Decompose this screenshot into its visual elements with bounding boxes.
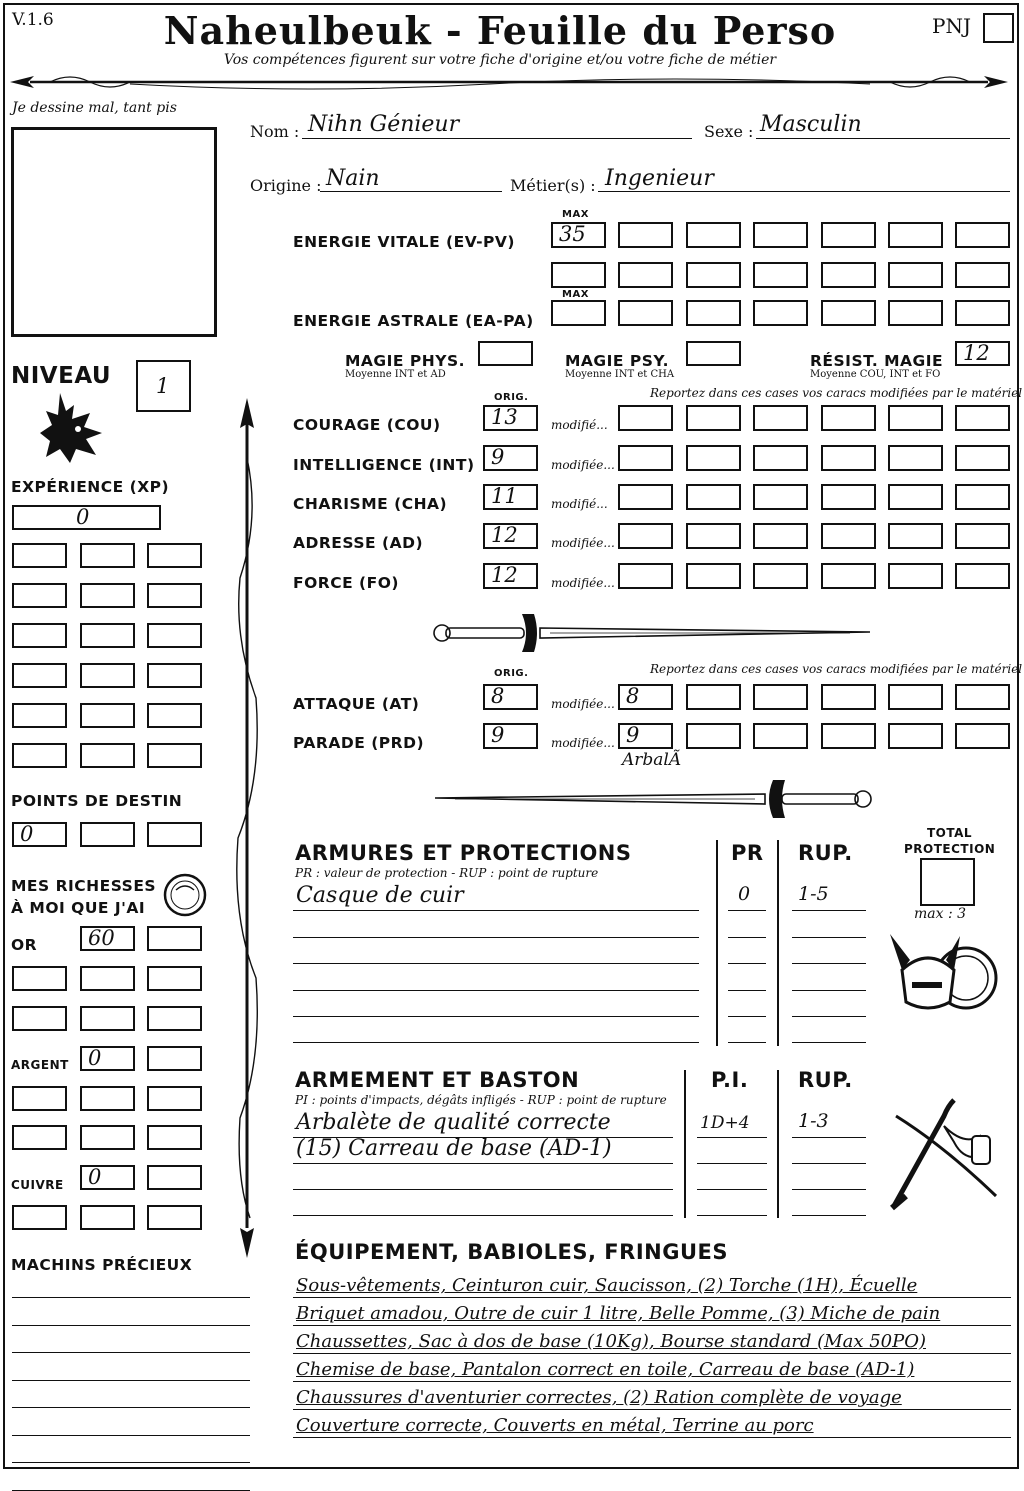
total-max: max : 3 xyxy=(914,906,967,922)
stat-mod-label: modifiée... xyxy=(551,458,615,472)
stat-mod-box[interactable] xyxy=(821,445,876,471)
armement-title: ARMEMENT ET BASTON xyxy=(295,1068,580,1092)
armure-pr-line xyxy=(728,990,766,991)
stat-mod-box[interactable] xyxy=(686,484,741,510)
ev-box[interactable] xyxy=(888,262,943,288)
machins-label: MACHINS PRÉCIEUX xyxy=(11,1256,193,1274)
resist-magie-label: RÉSIST. MAGIE xyxy=(810,352,944,370)
total-label-1: TOTAL xyxy=(927,826,973,840)
armement-name[interactable]: Arbalète de qualité correcte xyxy=(296,1110,611,1135)
xp-grid-box[interactable] xyxy=(12,623,67,648)
destin-box[interactable] xyxy=(12,822,67,847)
stat-mod-box[interactable] xyxy=(955,405,1010,431)
armement-pi[interactable]: 1D+4 xyxy=(700,1113,750,1133)
stat-mod-box[interactable] xyxy=(686,405,741,431)
pnj-label: PNJ xyxy=(932,14,971,38)
armure-name[interactable]: Casque de cuir xyxy=(296,883,464,908)
armement-pi-line xyxy=(697,1189,767,1190)
armement-rup-line xyxy=(792,1189,866,1190)
metier-value[interactable]: Ingenieur xyxy=(605,166,714,191)
ev-box[interactable] xyxy=(686,262,741,288)
armement-note: PI : points d'impacts, dégâts infligés - RUP : point de rupture xyxy=(295,1093,667,1107)
portrait-box[interactable] xyxy=(11,127,217,337)
metier-label: Métier(s) : xyxy=(510,176,596,195)
richesses-label-2: À MOI QUE J'AI xyxy=(11,899,146,917)
pi-label: P.I. xyxy=(711,1068,749,1092)
ev-label: ENERGIE VITALE (EV-PV) xyxy=(293,233,515,251)
destin-box[interactable] xyxy=(80,822,135,847)
argent-box[interactable] xyxy=(12,1086,67,1111)
stat-mod-box[interactable] xyxy=(955,445,1010,471)
equipement-rule xyxy=(293,1353,1011,1354)
stat-mod-box[interactable] xyxy=(821,523,876,549)
combat-label: PARADE (PRD) xyxy=(293,734,425,752)
armure-rup-line xyxy=(792,990,866,991)
combat-mod-box[interactable] xyxy=(753,723,808,749)
armement-line xyxy=(293,1189,673,1190)
combat-mod-box[interactable] xyxy=(955,723,1010,749)
combat-mod-box[interactable] xyxy=(686,723,741,749)
version-label: V.1.6 xyxy=(12,10,54,30)
coin-icon xyxy=(162,872,208,918)
ea-box[interactable] xyxy=(686,300,741,326)
magie-psy-note: Moyenne INT et CHA xyxy=(565,369,675,380)
ea-label: ENERGIE ASTRALE (EA-PA) xyxy=(293,312,534,330)
stat-mod-box[interactable] xyxy=(888,405,943,431)
combat-orig-box[interactable] xyxy=(483,684,538,710)
stat-orig-box[interactable] xyxy=(483,484,538,510)
armure-line xyxy=(293,990,699,991)
machins-line xyxy=(12,1352,250,1353)
cuivre-box[interactable] xyxy=(80,1205,135,1230)
armure-line xyxy=(293,937,699,938)
sheet-title: Naheulbeuk - Feuille du Perso xyxy=(163,8,837,53)
cuivre-box[interactable] xyxy=(80,1165,135,1190)
or-box[interactable] xyxy=(147,1006,202,1031)
sexe-label: Sexe : xyxy=(704,122,754,141)
pnj-checkbox[interactable] xyxy=(983,13,1014,43)
or-box[interactable] xyxy=(147,966,202,991)
combat-mod-box[interactable] xyxy=(821,684,876,710)
stat-mod-label: modifié... xyxy=(551,418,608,432)
cuivre-box[interactable] xyxy=(147,1165,202,1190)
stat-mod-box[interactable] xyxy=(753,405,808,431)
resist-magie-box[interactable]: 12 xyxy=(955,341,1010,366)
stat-mod-box[interactable] xyxy=(618,484,673,510)
combat-mod-label: modifiée... xyxy=(551,736,615,750)
machins-line xyxy=(12,1325,250,1326)
ev-box[interactable] xyxy=(753,222,808,248)
xp-grid-box[interactable] xyxy=(147,743,202,768)
armure-rup-line xyxy=(792,1042,866,1043)
stat-orig-box-value: 13 xyxy=(491,405,518,429)
equipement-rule xyxy=(293,1409,1011,1410)
ea-box[interactable] xyxy=(753,300,808,326)
resist-magie-note: Moyenne COU, INT et FO xyxy=(810,369,941,380)
machins-line xyxy=(12,1297,250,1298)
combat-orig-label: ORIG. xyxy=(494,668,529,679)
xp-grid-box[interactable] xyxy=(80,743,135,768)
armement-line xyxy=(293,1215,673,1216)
origine-label: Origine : xyxy=(250,176,322,195)
xp-grid-box[interactable] xyxy=(80,543,135,568)
argent-box[interactable] xyxy=(80,1046,135,1071)
armure-rup[interactable]: 1-5 xyxy=(798,883,829,905)
argent-box[interactable] xyxy=(147,1046,202,1071)
ev-box[interactable] xyxy=(821,222,876,248)
armement-pi-line xyxy=(697,1163,767,1164)
spear-icon xyxy=(232,398,262,1258)
or-box[interactable] xyxy=(80,966,135,991)
stat-mod-box[interactable] xyxy=(686,523,741,549)
ev-box[interactable] xyxy=(955,222,1010,248)
equipement-rule xyxy=(293,1437,1011,1438)
equipement-line[interactable]: Sous-vêtements, Ceinturon cuir, Saucisson, (2) Torche (1H), Écuelle xyxy=(296,1275,918,1296)
spear-divider-icon xyxy=(10,70,1008,94)
xp-grid-box[interactable] xyxy=(80,583,135,608)
stat-label: CHARISME (CHA) xyxy=(293,495,448,513)
ev-box[interactable] xyxy=(888,222,943,248)
armure-rup-line xyxy=(792,937,866,938)
stat-orig-box-value: 12 xyxy=(491,563,518,587)
stat-mod-box[interactable] xyxy=(753,523,808,549)
stat-mod-box[interactable] xyxy=(888,445,943,471)
equipement-rule xyxy=(293,1325,1011,1326)
nom-label: Nom : xyxy=(250,122,300,141)
stat-label: INTELLIGENCE (INT) xyxy=(293,456,475,474)
combat-mod-box[interactable] xyxy=(618,684,673,710)
niveau-box[interactable]: 1 xyxy=(136,360,191,412)
equipement-title: ÉQUIPEMENT, BABIOLES, FRINGUES xyxy=(295,1240,728,1264)
stat-mod-box[interactable] xyxy=(618,405,673,431)
machins-line xyxy=(12,1380,250,1381)
ea-box[interactable] xyxy=(955,300,1010,326)
niveau-label: NIVEAU xyxy=(11,363,112,389)
stat-mod-box[interactable] xyxy=(618,445,673,471)
equipement-line[interactable]: Briquet amadou, Outre de cuir 1 litre, Belle Pomme, (3) Miche de pain xyxy=(296,1303,941,1324)
sheet-subtitle: Vos compétences figurent sur votre fiche d'origine et/ou votre fiche de métier xyxy=(223,52,777,68)
ev-box[interactable] xyxy=(618,222,673,248)
origine-value[interactable]: Nain xyxy=(326,166,380,191)
armure-pr-line xyxy=(728,910,766,911)
pr-label: PR xyxy=(731,841,764,865)
cuivre-box-value: 0 xyxy=(88,1165,102,1189)
sword-icon xyxy=(430,612,875,654)
equipement-line[interactable]: Couverture correcte, Couverts en métal, Terrine au porc xyxy=(296,1415,814,1436)
stats-orig-label: ORIG. xyxy=(494,392,529,403)
stat-orig-box[interactable] xyxy=(483,523,538,549)
armement-rup-line xyxy=(792,1137,866,1138)
combat-orig-box-value: 8 xyxy=(491,684,505,708)
ea-box[interactable] xyxy=(618,300,673,326)
equipement-line[interactable]: Chaussettes, Sac à dos de base (10Kg), Bourse standard (Max 50PO) xyxy=(296,1331,926,1352)
ev-box[interactable] xyxy=(686,222,741,248)
stat-label: COURAGE (COU) xyxy=(293,416,441,434)
armure-rup-line xyxy=(792,1016,866,1017)
or-box[interactable] xyxy=(12,1006,67,1031)
combat-mod-box[interactable] xyxy=(821,723,876,749)
equipement-rule xyxy=(293,1381,1011,1382)
stat-orig-box[interactable] xyxy=(483,405,538,431)
equipement-line[interactable]: Chaussures d'aventurier correctes, (2) Ration complète de voyage xyxy=(296,1387,902,1408)
or-box[interactable] xyxy=(80,1006,135,1031)
ea-box[interactable] xyxy=(821,300,876,326)
combat-mod-box[interactable] xyxy=(686,684,741,710)
ev-box[interactable] xyxy=(753,262,808,288)
armure-pr-line xyxy=(728,963,766,964)
armure-rup-line xyxy=(792,963,866,964)
or-box[interactable] xyxy=(12,966,67,991)
xp-grid-box[interactable] xyxy=(147,623,202,648)
stat-mod-box[interactable] xyxy=(955,484,1010,510)
armure-pr-line xyxy=(728,1042,766,1043)
cuivre-box[interactable] xyxy=(147,1205,202,1230)
armures-note: PR : valeur de protection - RUP : point de rupture xyxy=(295,866,599,880)
destin-label: POINTS DE DESTIN xyxy=(11,792,183,810)
equipement-rule xyxy=(293,1297,1011,1298)
portrait-caption: Je dessine mal, tant pis xyxy=(12,100,177,116)
armement-name[interactable]: (15) Carreau de base (AD-1) xyxy=(296,1136,612,1161)
armure-pr-line xyxy=(728,937,766,938)
ev-max-box[interactable] xyxy=(551,222,606,248)
xp-grid-box[interactable] xyxy=(147,663,202,688)
combat-mod-box[interactable] xyxy=(955,684,1010,710)
helmet-shield-icon xyxy=(888,926,1000,1036)
xp-grid-box[interactable] xyxy=(12,663,67,688)
xp-box[interactable]: 0 xyxy=(12,505,161,530)
argent-box[interactable] xyxy=(12,1125,67,1150)
stat-mod-label: modifiée... xyxy=(551,536,615,550)
magie-psy-label: MAGIE PSY. xyxy=(565,352,669,370)
argent-box[interactable] xyxy=(80,1125,135,1150)
stat-mod-label: modifié... xyxy=(551,497,608,511)
argent-box[interactable] xyxy=(147,1125,202,1150)
or-box[interactable] xyxy=(147,926,202,951)
stat-orig-box-value: 11 xyxy=(491,484,518,508)
ev-box[interactable] xyxy=(821,262,876,288)
total-protection-box[interactable] xyxy=(920,858,975,906)
armure-line xyxy=(293,1042,699,1043)
stat-mod-box[interactable] xyxy=(618,523,673,549)
combat-mod-box-value: 8 xyxy=(626,684,640,708)
armement-rup-line xyxy=(792,1163,866,1164)
armure-line xyxy=(293,910,699,911)
machins-line xyxy=(12,1490,250,1491)
ea-max-box[interactable] xyxy=(551,300,606,326)
armure-line xyxy=(293,1016,699,1017)
stat-mod-box[interactable] xyxy=(821,484,876,510)
xp-grid-box[interactable] xyxy=(12,703,67,728)
armure-pr-line xyxy=(728,1016,766,1017)
armures-title: ARMURES ET PROTECTIONS xyxy=(295,841,632,865)
or-box-value: 60 xyxy=(88,926,115,950)
armure-pr[interactable]: 0 xyxy=(738,883,751,905)
stat-orig-box[interactable] xyxy=(483,563,538,589)
machins-line xyxy=(12,1407,250,1408)
stat-mod-box[interactable] xyxy=(888,484,943,510)
xp-grid-box[interactable] xyxy=(147,583,202,608)
dragon-icon xyxy=(40,393,106,463)
xp-grid-box[interactable] xyxy=(80,663,135,688)
stat-orig-box-value: 9 xyxy=(491,445,505,469)
xp-grid-box[interactable] xyxy=(147,703,202,728)
stats-report-note: Reportez dans ces cases vos caracs modifiées par le matériel xyxy=(650,386,1023,400)
ea-box[interactable] xyxy=(888,300,943,326)
equipement-line[interactable]: Chemise de base, Pantalon correct en toile, Carreau de base (AD-1) xyxy=(296,1359,915,1380)
destin-box-value: 0 xyxy=(20,822,34,846)
xp-grid-box[interactable] xyxy=(80,703,135,728)
armure-line xyxy=(293,963,699,964)
stat-mod-box[interactable] xyxy=(618,563,673,589)
stat-mod-box[interactable] xyxy=(686,563,741,589)
armement-pi-line xyxy=(697,1137,767,1138)
armement-rup-line xyxy=(792,1215,866,1216)
combat-mod-box[interactable] xyxy=(753,684,808,710)
armement-rup[interactable]: 1-3 xyxy=(798,1110,829,1132)
xp-grid-box[interactable] xyxy=(80,623,135,648)
stat-mod-box[interactable] xyxy=(888,523,943,549)
richesses-label-1: MES RICHESSES xyxy=(11,877,157,895)
destin-box[interactable] xyxy=(147,822,202,847)
stat-orig-box[interactable] xyxy=(483,445,538,471)
armement-pi-line xyxy=(697,1215,767,1216)
combat-mod-box-value: 9 xyxy=(626,723,640,747)
ev-box[interactable] xyxy=(955,262,1010,288)
armures-rup-label: RUP. xyxy=(798,841,853,865)
combat-orig-box[interactable] xyxy=(483,723,538,749)
ev-box[interactable] xyxy=(551,262,606,288)
stat-mod-box[interactable] xyxy=(753,484,808,510)
weapons-icon xyxy=(884,1096,1008,1218)
magie-psy-box[interactable] xyxy=(686,341,741,366)
combat-orig-box-value: 9 xyxy=(491,723,505,747)
armure-rup-line xyxy=(792,910,866,911)
armement-rup-label: RUP. xyxy=(798,1068,853,1092)
cuivre-box[interactable] xyxy=(12,1205,67,1230)
stat-mod-box[interactable] xyxy=(753,445,808,471)
xp-grid-box[interactable] xyxy=(12,743,67,768)
combat-report-note: Reportez dans ces cases vos caracs modifiées par le matériel xyxy=(650,662,1023,676)
magie-phys-note: Moyenne INT et AD xyxy=(345,369,446,380)
total-label-2: PROTECTION xyxy=(904,842,996,856)
argent-label: ARGENT xyxy=(11,1058,69,1072)
stat-mod-box[interactable] xyxy=(821,563,876,589)
stat-label: ADRESSE (AD) xyxy=(293,534,424,552)
stat-mod-label: modifiée... xyxy=(551,576,615,590)
ev-box[interactable] xyxy=(618,262,673,288)
sexe-value[interactable]: Masculin xyxy=(760,112,862,137)
argent-box-value: 0 xyxy=(88,1046,102,1070)
armement-line xyxy=(293,1163,673,1164)
ev-max-value: 35 xyxy=(559,222,586,246)
stat-mod-box[interactable] xyxy=(888,563,943,589)
stat-mod-box[interactable] xyxy=(686,445,741,471)
machins-line xyxy=(12,1462,250,1463)
or-label: OR xyxy=(11,936,38,954)
magie-phys-box[interactable] xyxy=(478,341,533,366)
xp-grid-box[interactable] xyxy=(12,543,67,568)
combat-mod-box[interactable] xyxy=(888,723,943,749)
stat-label: FORCE (FO) xyxy=(293,574,399,592)
stat-mod-box[interactable] xyxy=(955,563,1010,589)
stat-mod-box[interactable] xyxy=(753,563,808,589)
stat-mod-box[interactable] xyxy=(955,523,1010,549)
combat-mod-box[interactable] xyxy=(888,684,943,710)
nom-value[interactable]: Nihn Génieur xyxy=(308,112,460,137)
magie-phys-label: MAGIE PHYS. xyxy=(345,352,466,370)
xp-label: EXPÉRIENCE (XP) xyxy=(11,478,170,496)
xp-grid-box[interactable] xyxy=(12,583,67,608)
sword-icon xyxy=(430,778,875,820)
stat-mod-box[interactable] xyxy=(821,405,876,431)
stat-orig-box-value: 12 xyxy=(491,523,518,547)
machins-line xyxy=(12,1435,250,1436)
combat-mod-box[interactable] xyxy=(618,723,673,749)
cuivre-label: CUIVRE xyxy=(11,1178,64,1192)
ea-max-label: MAX xyxy=(562,289,589,300)
combat-label: ATTAQUE (AT) xyxy=(293,695,420,713)
ev-max-label: MAX xyxy=(562,209,589,220)
argent-box[interactable] xyxy=(80,1086,135,1111)
xp-grid-box[interactable] xyxy=(147,543,202,568)
combat-mod-label: modifiée... xyxy=(551,697,615,711)
argent-box[interactable] xyxy=(147,1086,202,1111)
or-box[interactable] xyxy=(80,926,135,951)
weapon-note: ArbalÃ xyxy=(622,750,682,770)
